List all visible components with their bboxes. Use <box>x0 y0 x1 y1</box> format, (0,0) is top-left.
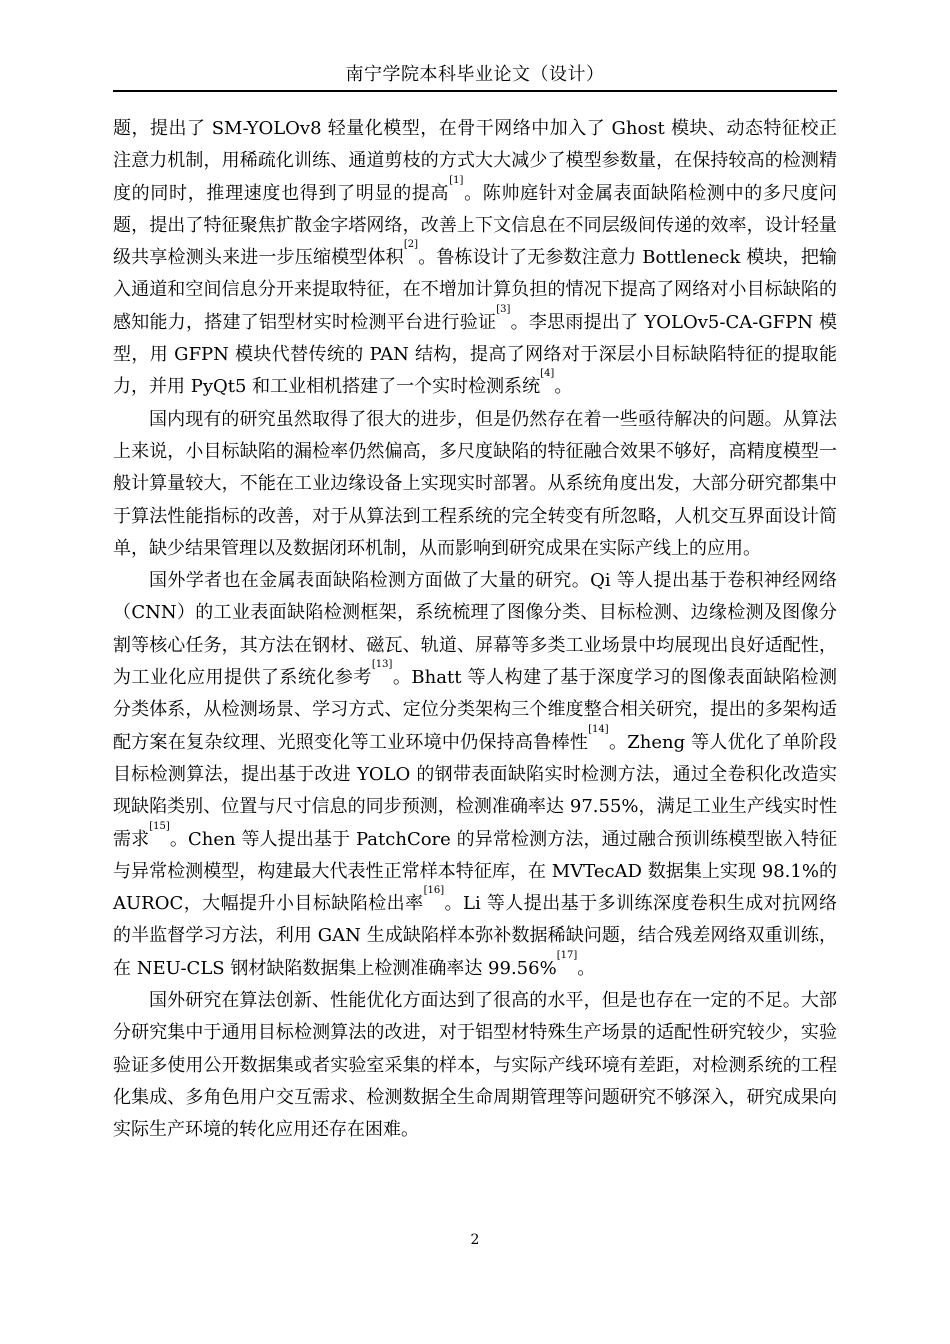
text-run: 。 <box>577 957 596 979</box>
citation-ref: [14] <box>588 723 609 735</box>
paragraph <box>113 565 837 985</box>
paragraph <box>113 985 837 1146</box>
citation-ref: [13] <box>371 659 393 671</box>
citation-ref: [1] <box>449 174 464 186</box>
citation-ref: [3] <box>496 303 511 315</box>
text-run: 国外研究在算法创新、性能优化方面达到了很高的水平，但是也存在一定的不足。大部分研究集中于通用目标检测算法的改进，对于铝型材特殊生产场景的适配性研究较少，实验验证多使用公开数据集或者实验室采集的样本，与实际产线环境有差距，对检测系统的工程化集成、多角色用户交互需求、检测数据全生命周期管理等问题研究不够深入，研究成果向实际生产环境的转化应用还存在困难。 <box>113 990 837 1141</box>
body-text <box>113 113 837 1147</box>
citation-ref: [4] <box>540 368 555 380</box>
text-run: 题，提出了 SM-YOLOv8 轻量化模型，在骨干网络中加入了 Ghost 模块、动态特征校正注意力机制，用稀疏化训练、通道剪枝的方式大大减少了模型参数量，在保持较高的检测精度的同时，推理速度也得到了明显的提高 <box>113 118 837 204</box>
header-rule <box>113 90 837 92</box>
text-run: 。Li 等人提出基于多训练深度卷积生成对抗网络的半监督学习方法，利用 GAN 生成缺陷样本弥补数据稀缺问题，结合残差网络双重训练，在 NEU-CLS 钢材缺陷数据集上检测准确率达 99.56% <box>113 893 837 979</box>
text-run: 。陈帅庭针对金属表面缺陷检测中的多尺度问题，提出了特征聚焦扩散金字塔网络，改善上下文信息在不同层级间传递的效率，设计轻量级共享检测头来进一步压缩模型体积 <box>113 182 837 269</box>
citation-ref: [16] <box>423 885 445 897</box>
running-header: 南宁学院本科毕业论文（设计） <box>345 64 605 85</box>
citation-ref: [17] <box>556 949 578 961</box>
text-run: 。 <box>554 376 573 398</box>
text-run: 。Bhatt 等人构建了基于深度学习的图像表面缺陷检测分类体系，从检测场景、学习方式、定位分类架构三个维度整合相关研究，提出的多架构适配方案在复杂纹理、光照变化等工业环境中仍保持高鲁棒性 <box>113 667 837 753</box>
text-run: 国内现有的研究虽然取得了很大的进步，但是仍然存在着一些亟待解决的问题。从算法上来说，小目标缺陷的漏检率仍然偏高，多尺度缺陷的特征融合效果不够好，高精度模型一般计算量较大，不能在工业边缘设备上实现实时部署。从系统角度出发，大部分研究都集中于算法性能指标的改善，对于从算法到工程系统的完全转变有所忽略，人机交互界面设计简单，缺少结果管理以及数据闭环机制，从而影响到研究成果在实际产线上的应用。 <box>113 408 837 559</box>
paragraph <box>113 404 837 565</box>
citation-ref: [15] <box>149 820 170 832</box>
text-run: 。李思雨提出了 YOLOv5-CA-GFPN 模型，用 GFPN 模块代替传统的 PAN 结构，提高了网络对于深层小目标缺陷特征的提取能力，并用 PyQt5 和工业相机搭建了一个实时检测系统 <box>113 311 837 398</box>
text-run: 。鲁栋设计了无参数注意力 Bottleneck 模块，把输入通道和空间信息分开来提取特征，在不增加计算负担的情况下提高了网络对小目标缺陷的感知能力，搭建了铝型材实时检测平台进行验证 <box>113 247 837 333</box>
text-run: 国外学者也在金属表面缺陷检测方面做了大量的研究。Qi 等人提出基于卷积神经网络（CNN）的工业表面缺陷检测框架，系统梳理了图像分类、目标检测、边缘检测及图像分割等核心任务，其方法在钢材、磁瓦、轨道、屏幕等多类工业场景中均展现出良好适配性，为工业化应用提供了系统化参考 <box>113 570 837 689</box>
citation-ref: [2] <box>403 239 419 251</box>
page-number: 2 <box>470 1232 480 1248</box>
text-run: 。Chen 等人提出基于 PatchCore 的异常检测方法，通过融合预训练模型嵌入特征与异常检测模型，构建最大代表性正常样本特征库，在 MVTecAD 数据集上实现 98.1%的 AUROC，大幅提升小目标缺陷检出率 <box>113 828 838 915</box>
text-run: 。Zheng 等人优化了单阶段目标检测算法，提出基于改进 YOLO 的钢带表面缺陷实时检测方法，通过全卷积化改造实现缺陷类别、位置与尺寸信息的同步预测，检测准确率达 97.55%，满足工业生产线实时性需求 <box>113 731 838 850</box>
paragraph <box>113 113 837 404</box>
